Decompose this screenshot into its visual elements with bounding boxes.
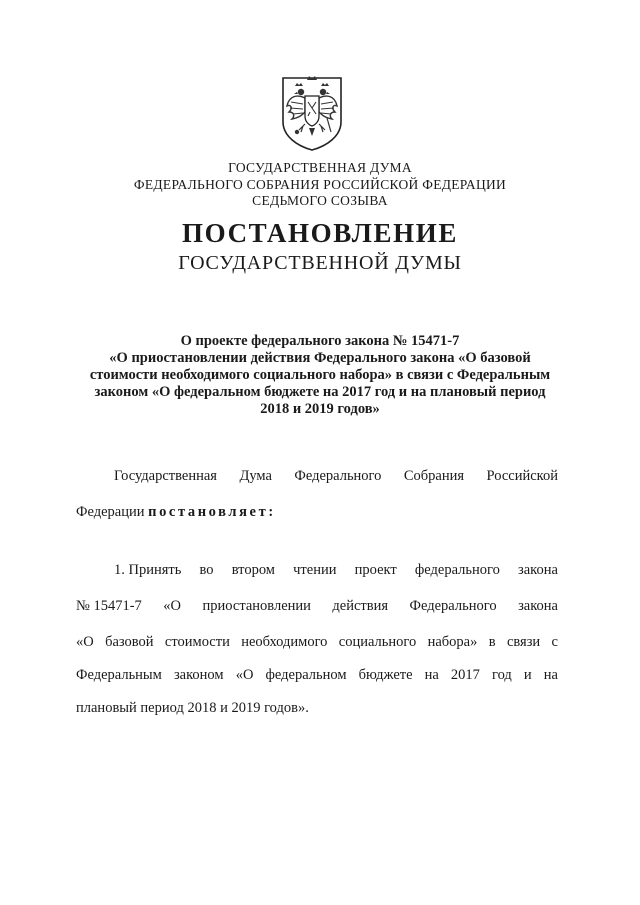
item-word: «О [163,598,182,614]
item-word: федеральном [265,667,347,683]
item-word: действия [332,598,389,614]
header-line-3: СЕДЬМОГО СОЗЫВА [252,193,388,208]
preamble-line-2 [76,503,558,521]
item-word: стоимости [164,634,230,650]
preamble-word: Государственная [114,468,217,484]
item-word: проект [354,562,397,578]
item-word: законом [173,667,224,683]
header-line-2: ФЕДЕРАЛЬНОГО СОБРАНИЯ РОССИЙСКОЙ ФЕДЕРАЦИИ [133,176,507,192]
item-word: социального [338,634,417,650]
item-word: год [492,667,512,683]
item-1-line-3 [76,633,558,651]
item-word: приостановлении [202,598,311,614]
header-line-1: ГОСУДАРСТВЕННАЯ ДУМА [228,160,412,175]
item-word: Федеральным [76,667,162,683]
item-word: во [199,562,214,578]
item-1-line-2 [76,597,558,615]
subject-line-3: стоимости необходимого социального набора» в связи с Федеральным [89,367,551,383]
item-word: № 15471-7 [76,598,142,614]
item-1-line-4 [76,666,558,684]
item-word: бюджете [358,667,413,683]
item-word: на [543,667,558,683]
subject-line-4: законом «О федеральном бюджете на 2017 год и на плановый период [94,384,546,400]
item-word: чтении [293,562,337,578]
resolution-verb: постановляет: [148,504,276,520]
preamble-word: Дума [239,468,272,484]
issuer-header [0,160,640,210]
item-word: «О [235,667,254,683]
item-word: связи [506,634,541,650]
document-issuer-subtitle: ГОСУДАРСТВЕННОЙ ДУМЫ [178,252,462,274]
item-word: на [424,667,439,683]
preamble-line-2-text: Федерации [76,504,145,520]
item-1-line-1 [76,561,558,579]
item-word: 2017 [450,667,480,683]
subject-line-2: «О приостановлении действия Федерального закона «О базовой [109,350,531,366]
preamble-line-1 [76,467,558,485]
item-word: 1. Принять [114,562,182,578]
item-word: с [551,634,558,650]
document-type-title: ПОСТАНОВЛЕНИЕ [182,218,458,248]
coat-of-arms-icon [279,72,345,152]
subject-line-5: 2018 и 2019 годов» [260,401,380,417]
item-word: закона [518,562,558,578]
item-word: набора» [427,634,478,650]
item-word: и [523,667,532,683]
resolution-subject [74,333,566,418]
preamble-word: Федерального [294,468,382,484]
item-word: втором [231,562,275,578]
preamble-word: Собрания [403,468,465,484]
item-word: Федерального [409,598,497,614]
item-word: федерального [414,562,500,578]
preamble-word: Российской [486,468,558,484]
item-word: «О [76,634,94,650]
subject-line-1: О проекте федерального закона № 15471-7 [180,333,460,349]
item-word: необходимого [241,634,328,650]
item-1-line-5: плановый период 2018 и 2019 годов». [76,700,309,716]
item-word: закона [518,598,558,614]
item-word: в [488,634,496,650]
item-word: базовой [105,634,154,650]
